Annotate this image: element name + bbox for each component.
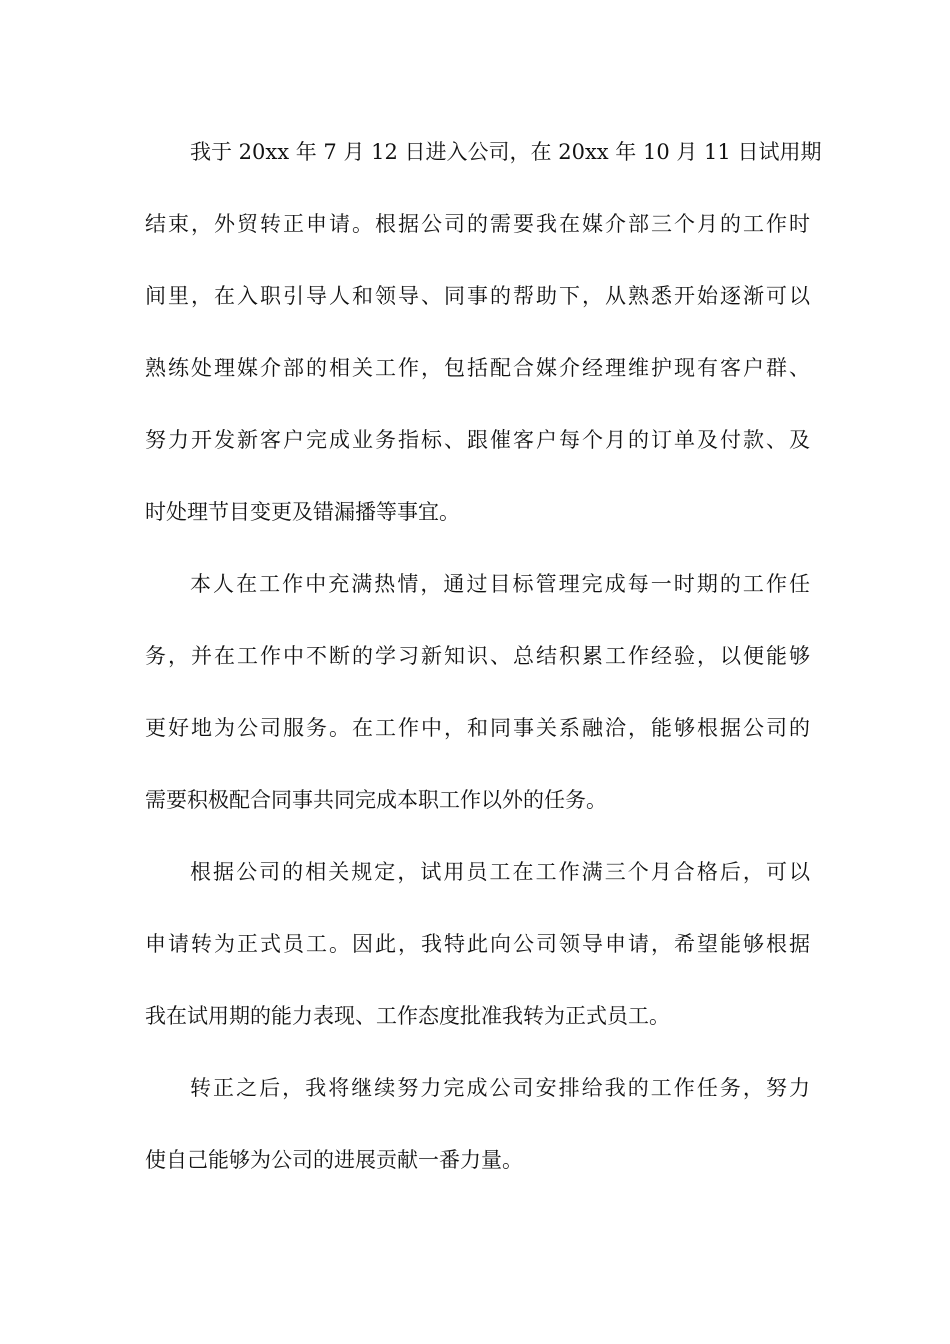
text-line: 时处理节目变更及错漏播等事宜。 xyxy=(145,500,460,524)
text-line: 间里，在入职引导人和领导、同事的帮助下，从熟悉开始逐渐可以 xyxy=(145,284,810,308)
text-line: 我在试用期的能力表现、工作态度批准我转为正式员工。 xyxy=(145,1004,670,1028)
text-line: 结束，外贸转正申请。根据公司的需要我在媒介部三个月的工作时 xyxy=(145,212,810,236)
text-line: 申请转为正式员工。因此，我特此向公司领导申请，希望能够根据 xyxy=(145,932,810,956)
text-line: 使自己能够为公司的进展贡献一番力量。 xyxy=(145,1148,523,1172)
text-line: 我于 20xx 年 7 月 12 日进入公司，在 20xx 年 10 月 11 日试用期 xyxy=(190,140,822,164)
text-line: 根据公司的相关规定，试用员工在工作满三个月合格后，可以 xyxy=(190,860,810,884)
text-line: 务，并在工作中不断的学习新知识、总结积累工作经验，以便能够 xyxy=(145,644,810,668)
text-line: 更好地为公司服务。在工作中，和同事关系融洽，能够根据公司的 xyxy=(145,716,810,740)
text-line: 转正之后，我将继续努力完成公司安排给我的工作任务，努力 xyxy=(190,1076,810,1100)
document-body xyxy=(145,128,822,1208)
text-line: 本人在工作中充满热情，通过目标管理完成每一时期的工作任 xyxy=(190,572,810,596)
text-line: 熟练处理媒介部的相关工作，包括配合媒介经理维护现有客户群、 xyxy=(145,356,810,380)
text-line: 努力开发新客户完成业务指标、跟催客户每个月的订单及付款、及 xyxy=(145,428,810,452)
text-line: 需要积极配合同事共同完成本职工作以外的任务。 xyxy=(145,788,607,812)
